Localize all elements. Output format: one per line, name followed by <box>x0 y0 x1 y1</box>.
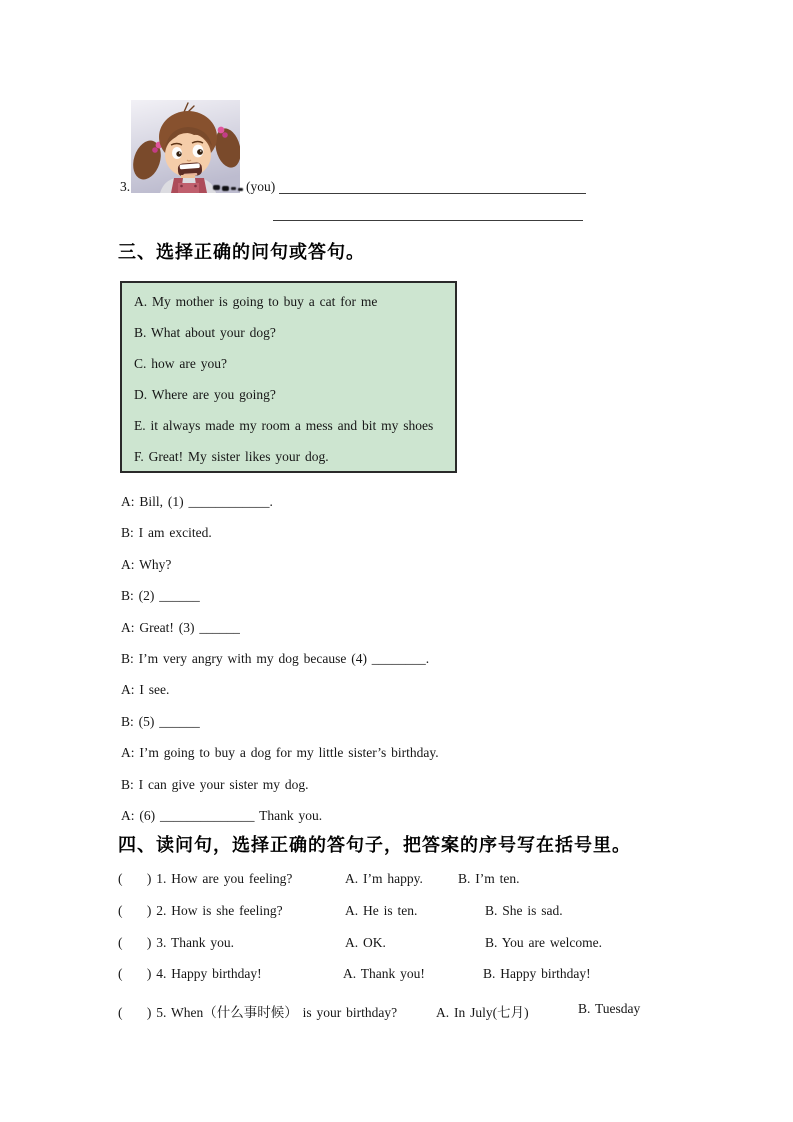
question3-number: 3. <box>120 179 131 194</box>
dialogue-line: A: I’m going to buy a dog for my little sister’s birthday. <box>121 745 439 761</box>
item-option-a: A. In July(七月) <box>436 1005 529 1020</box>
section3-options-box <box>120 281 457 473</box>
option-D: D. Where are you going? <box>134 387 276 402</box>
illegible-smudge <box>213 185 220 190</box>
item-option-b: B. She is sad. <box>485 903 563 918</box>
dialogue-line: A: Why? <box>121 556 172 572</box>
question3-cue-word: (you) <box>246 179 276 194</box>
dialogue-line: B: I am excited. <box>121 525 212 541</box>
item-question: ( ) 5. When（什么事时候） is your birthday? <box>118 1005 398 1020</box>
dialogue-line: B: I’m very angry with my dog because (4) ________. <box>121 650 430 666</box>
item-question: ( ) 3. Thank you. <box>118 935 234 950</box>
dialogue-line: A: Great! (3) ______ <box>121 619 240 635</box>
item-option-b: B. Tuesday <box>578 1001 641 1016</box>
item-option-a: A. OK. <box>345 935 386 950</box>
option-F: F. Great! My sister likes your dog. <box>134 449 329 464</box>
item-option-a: A. I’m happy. <box>345 871 423 886</box>
option-B: B. What about your dog? <box>134 325 276 340</box>
item-option-b: B. Happy birthday! <box>483 966 591 981</box>
answer-line-2 <box>273 220 583 221</box>
section3-dialogue <box>121 486 439 831</box>
section3-heading: 三、选择正确的问句或答句。 <box>118 242 365 262</box>
option-A: A. My mother is going to buy a cat for me <box>134 294 378 309</box>
item-option-b: B. You are welcome. <box>485 935 602 950</box>
option-C: C. how are you? <box>134 356 227 371</box>
dialogue-line: A: I see. <box>121 682 170 698</box>
dialogue-line: B: I can give your sister my dog. <box>121 776 309 792</box>
section4-heading: 四、读问句，选择正确的答句子，把答案的序号写在括号里。 <box>118 835 631 855</box>
match-item-5 <box>0 1001 793 1021</box>
dialogue-line: B: (5) ______ <box>121 713 200 729</box>
match-item-1 <box>0 871 793 891</box>
item-option-a: A. Thank you! <box>343 966 425 981</box>
item-option-b: B. I’m ten. <box>458 871 520 886</box>
dialogue-line: A: (6) ______________ Thank you. <box>121 807 323 823</box>
scared-girl-image <box>131 100 240 193</box>
match-item-2 <box>0 903 793 923</box>
answer-line-1 <box>279 193 586 194</box>
scared-girl-illustration <box>131 100 240 193</box>
item-question: ( ) 4. Happy birthday! <box>118 966 262 981</box>
item-question: ( ) 1. How are you feeling? <box>118 871 293 886</box>
match-item-4 <box>0 966 793 986</box>
item-option-a: A. He is ten. <box>345 903 418 918</box>
match-item-3 <box>0 935 793 955</box>
dialogue-line: A: Bill, (1) ____________. <box>121 494 273 509</box>
dialogue-line: B: (2) ______ <box>121 588 200 604</box>
option-E: E. it always made my room a mess and bit my shoes <box>134 418 434 433</box>
item-question: ( ) 2. How is she feeling? <box>118 903 283 918</box>
